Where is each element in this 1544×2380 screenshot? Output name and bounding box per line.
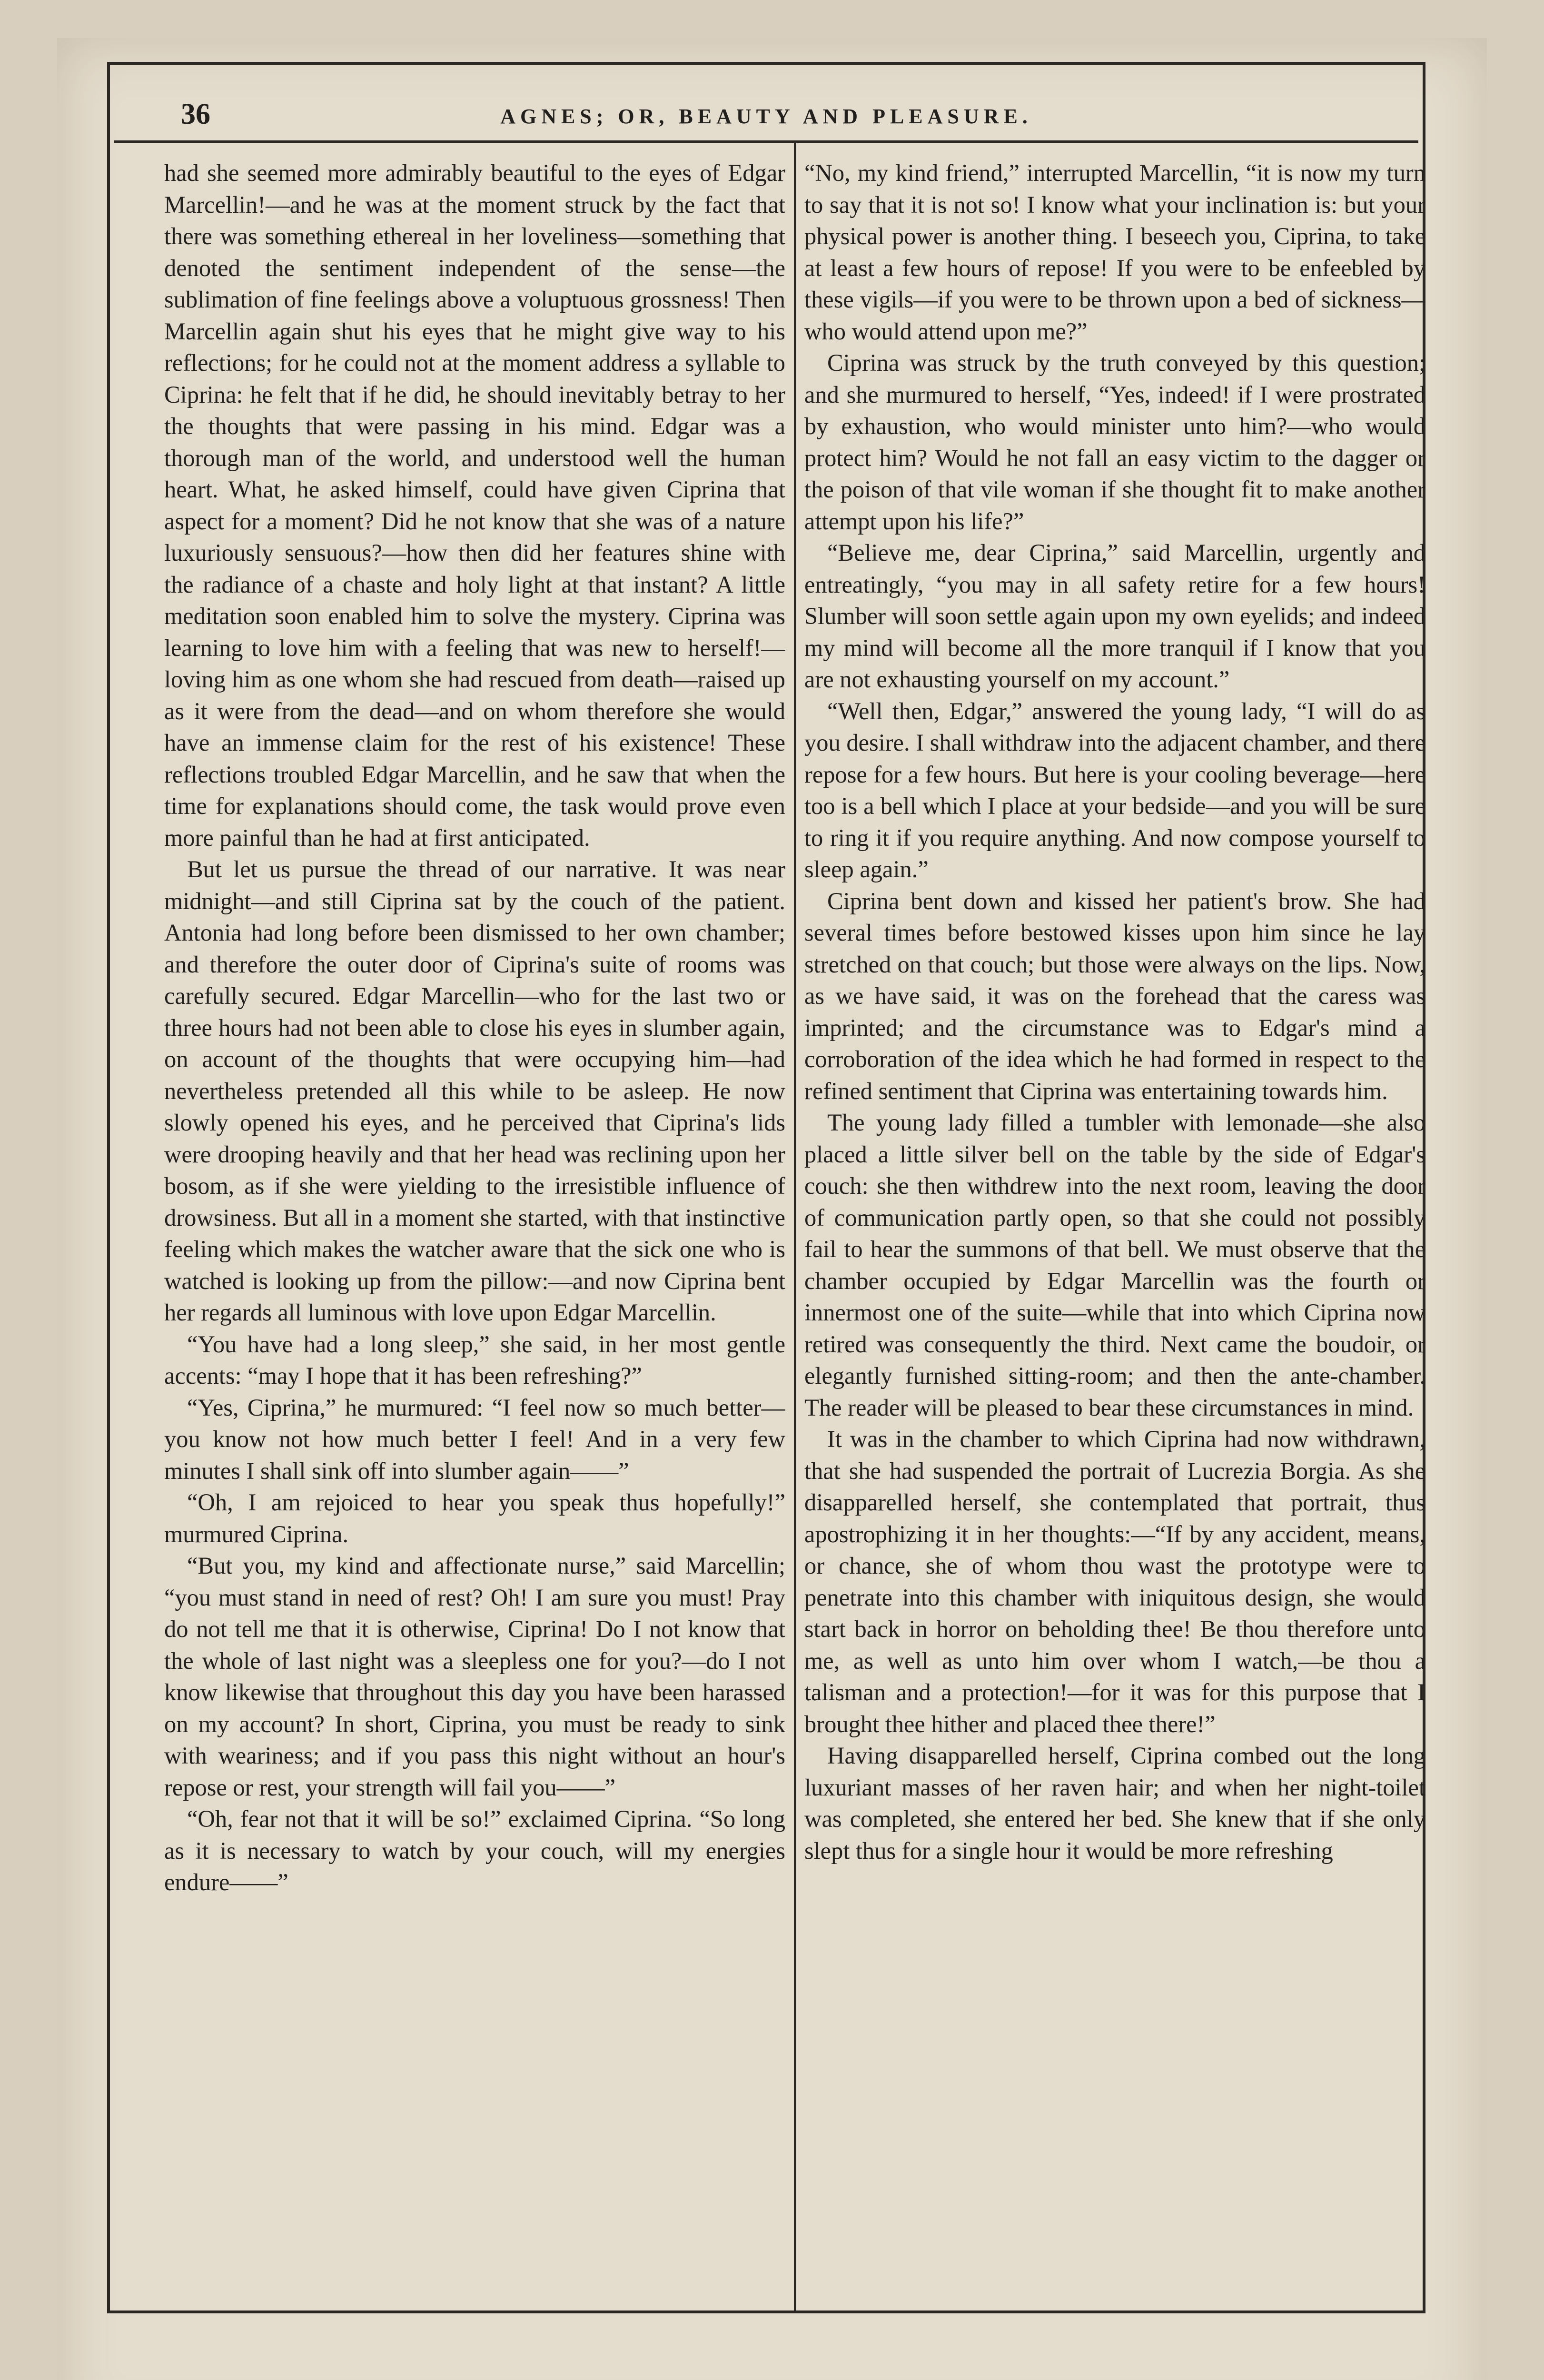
left-column — [164, 157, 785, 2328]
paragraph: “Well then, Edgar,” answered the young lady, “I will do as you desire. I shall withdraw into the adjacent chamber, and there repose for a few hours. But here is your cooling beverage—here too is a bell which I place at your bedside—and you will be sure to ring it if you require anything. And now compose yourself to sleep again.” — [804, 697, 1425, 883]
paragraph: had she seemed more admirably beautiful to the eyes of Edgar Marcellin!—and he was at the moment struck by the fact that there was something ethereal in her loveliness—something that denoted the sentiment independent of the sense—the sublimation of fine feelings above a voluptuous grossness! Then Marcellin again shut his eyes that he might give way to his reflections; for he could not at the moment address a syllable to Ciprina: he felt that if he did, he should inevitably betray to her the thoughts that were passing in his mind. Edgar was a thorough man of the world, and understood well the human heart. What, he asked himself, could have given Ciprina that aspect for a moment? Did he not know that she was of a nature luxuriously sensuous?—how then did her features shine with the radiance of a chaste and holy light at that instant? A little meditation soon enabled him to solve the mystery. Ciprina was learning to love him with a feeling that was new to herself!—loving him as one whom she had rescued from death—raised up as it were from the dead—and on whom therefore she would have an immense claim for the rest of his existence! These reflections troubled Edgar Marcellin, and he saw that when the time for explanations should come, the task would prove even more painful than he had at first anticipated. — [164, 159, 785, 851]
column-divider — [794, 143, 796, 2313]
paragraph: Ciprina bent down and kissed her patient's brow. She had several times before bestowed kisses upon him since he lay stretched on that couch; but those were always on the lips. Now, as we have said, it was on the forehead that the caress was imprinted; and the circumstance was to Edgar's mind a corroboration of the idea which he had formed in respect to the refined sentiment that Ciprina was entertaining towards him. — [804, 887, 1425, 1104]
page-number: 36 — [181, 98, 210, 130]
paragraph: Having disapparelled herself, Ciprina combed out the long luxuriant masses of her raven hair; and when her night-toilet was completed, she entered her bed. She knew that if she only slept thus for a single hour it would be more refreshing — [804, 1742, 1425, 1864]
paragraph: But let us pursue the thread of our narrative. It was near midnight—and still Ciprina sat by the couch of the patient. Antonia had long before been dismissed to her own chamber; and therefore the outer door of Ciprina's suite of rooms was carefully secured. Edgar Marcellin—who for the last two or three hours had not been able to close his eyes in slumber again, on account of the thoughts that were occupying him—had nevertheless pretended all this while to be asleep. He now slowly opened his eyes, and he perceived that Ciprina's lids were drooping heavily and that her head was reclining upon her bosom, as if she were yielding to the irresistible influence of drowsiness. But all in a moment she started, with that instinctive feeling which makes the watcher aware that the sick one who is watched is looking up from the pillow:—and now Ciprina bent her regards all luminous with love upon Edgar Marcellin. — [164, 856, 785, 1326]
paragraph: The young lady filled a tumbler with lemonade—she also placed a little silver bell on the table by the side of Edgar's couch: she then withdrew into the next room, leaving the door of communication partly open, so that she could not possibly fail to hear the summons of that bell. We must observe that the chamber occupied by Edgar Marcellin was the fourth or innermost one of the suite—while that into which Ciprina now retired was consequently the third. Next came the boudoir, or elegantly furnished sitting-room; and then the ante-chamber. The reader will be pleased to bear these circumstances in mind. — [804, 1109, 1425, 1421]
right-column — [804, 157, 1425, 2328]
page-header — [114, 88, 1418, 143]
paragraph: “Yes, Ciprina,” he murmured: “I feel now so much better—you know not how much better I feel! And in a very few minutes I shall sink off into slumber again——” — [164, 1394, 785, 1484]
paragraph: It was in the chamber to which Ciprina had now withdrawn, that she had suspended the portrait of Lucrezia Borgia. As she disapparelled herself, she contemplated that portrait, thus apostrophizing it in her thoughts:—“If by any accident, means, or chance, she of whom thou wast the prototype were to penetrate into this chamber with iniquitous design, she would start back in horror on beholding thee! Be thou therefore unto me, as well as unto him over whom I watch,—be thou a talisman and a protection!—for it was for this purpose that I brought thee hither and placed thee there!” — [804, 1426, 1425, 1737]
paragraph: “Oh, I am rejoiced to hear you speak thus hopefully!” murmured Ciprina. — [164, 1489, 785, 1547]
paragraph: “Believe me, dear Ciprina,” said Marcellin, urgently and entreatingly, “you may in all safety retire for a few hours! Slumber will soon settle again upon my own eyelids; and indeed my mind will become all the more tranquil if I know that you are not exhausting yourself on my account.” — [804, 539, 1425, 693]
paragraph: Ciprina was struck by the truth conveyed by this question; and she murmured to herself, “Yes, indeed! if I were prostrated by exhaustion, who would minister unto him?—who would protect him? Would he not fall an easy victim to the dagger or the poison of that vile woman if she thought fit to make another attempt upon his life?” — [804, 349, 1425, 535]
paragraph: “Oh, fear not that it will be so!” exclaimed Ciprina. “So long as it is necessary to watch by your couch, will my energies endure——” — [164, 1805, 785, 1895]
paragraph: “But you, my kind and affectionate nurse,” said Marcellin; “you must stand in need of rest? Oh! I am sure you must! Pray do not tell me that it is otherwise, Ciprina! Do I not know that the whole of last night was a sleepless one for you?—do I not know likewise that throughout this day you have been harassed on my account? In short, Ciprina, you must be ready to sink with weariness; and if you pass this night without an hour's repose or rest, your strength will fail you——” — [164, 1552, 785, 1801]
running-title: AGNES; OR, BEAUTY AND PLEASURE. — [500, 105, 1032, 128]
paragraph: “No, my kind friend,” interrupted Marcellin, “it is now my turn to say that it is not so! I know what your inclination is: but your physical power is another thing. I beseech you, Ciprina, to take at least a few hours of repose! If you were to be enfeebled by these vigils—if you were to be thrown upon a bed of sickness—who would attend upon me?” — [804, 159, 1425, 345]
paragraph: “You have had a long sleep,” she said, in her most gentle accents: “may I hope that it has been refreshing?” — [164, 1330, 785, 1389]
